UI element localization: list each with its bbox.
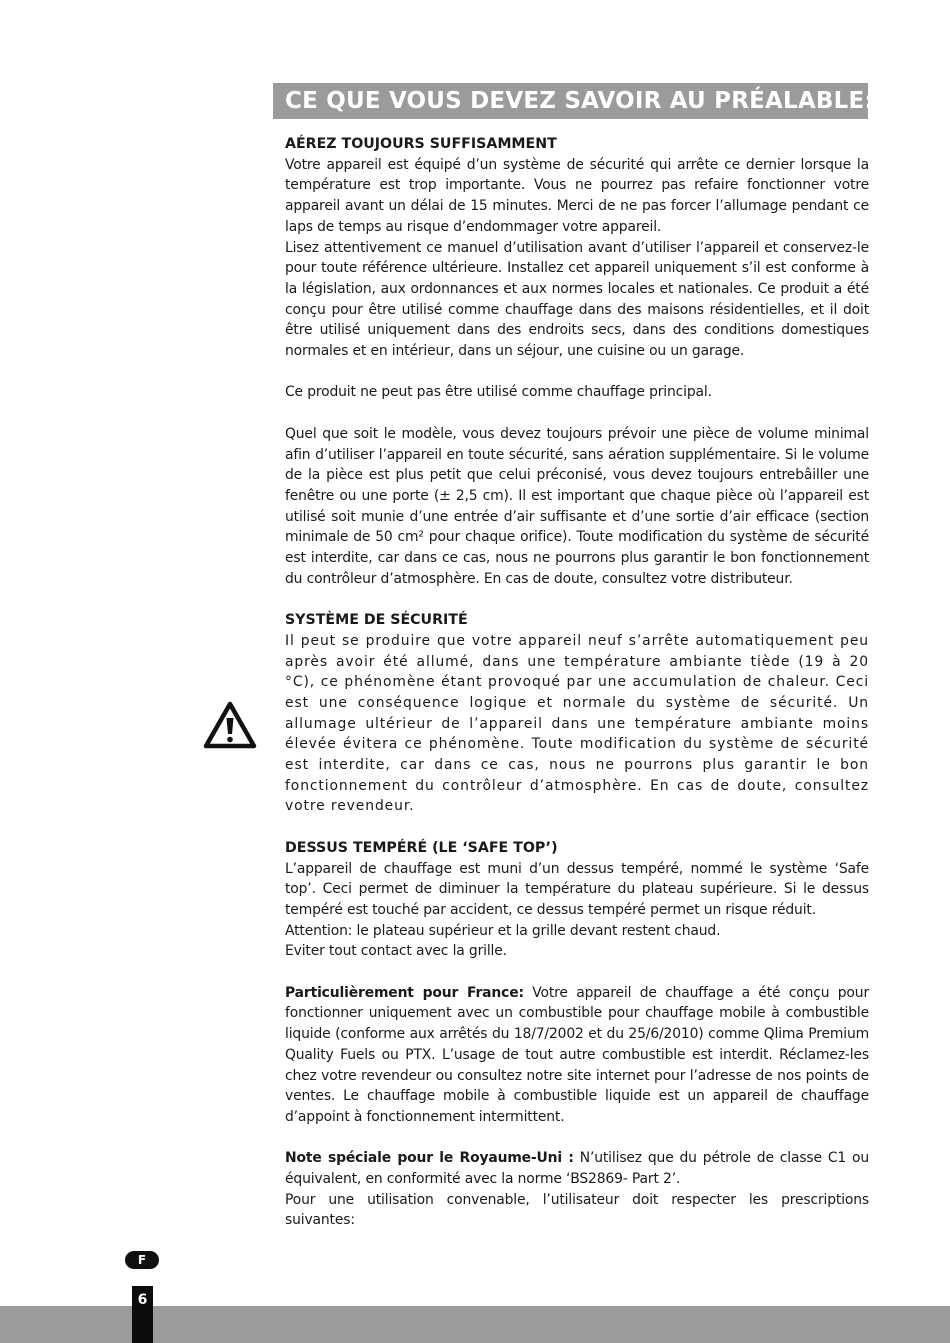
warning-triangle-icon [203, 701, 257, 749]
paragraph: Ce produit ne peut pas être utilisé comme chauffage principal. [285, 384, 712, 401]
paragraph: L’appareil de chauffage est muni d’un dessus tempéré, nommé le système ‘Safe top’. Ceci permet de diminuer la température du plateau supérieure. Si le dessus tempéré est touché par accident, ce dessus tempéré permet un risque réduit. [285, 860, 869, 918]
paragraph: Il peut se produire que votre appareil neuf s’arrête automatiquement peu après avoir été allumé, dans une température ambiante tiède (19 à 20 °C), ce phénomène étant provoqué par une accumulation de chaleur. Ceci est une conséquence logique et normale du système de sécurité. Un allumage ultérieur de l’appareil dans une température ambiante moins élevée évitera ce phénomène. Toute modification du système de sécurité est interdite, car dans ce cas, nous ne pourrons plus garantir le bon fonctionnement du contrôleur d’atmosphère. En cas de doute, consultez votre revendeur. [285, 632, 869, 815]
paragraph: Quel que soit le modèle, vous devez toujours prévoir une pièce de volume minimal afin d’utiliser l’appareil en toute sécurité, sans aération supplémentaire. Si le volume de la pièce est plus petit que celui préconisé, vous devez toujours entrebâiller une fenêtre ou une porte (± 2,5 cm). Il est important que chaque pièce où l’appareil est utilisé soit munie d’une entrée d’air suffisante et d’une sortie d’air efficace (section minimale de 50 cm² pour chaque orifice). Toute modification du système de sécurité est interdite, car dans ce cas, nous ne pourrons plus garantir le bon fonctionnement du contrôleur d’atmosphère. En cas de doute, consultez votre distributeur. [285, 425, 869, 587]
france-text: Votre appareil de chauffage a été conçu pour fonctionner uniquement avec un combustible pour chauffage mobile à combustible liquide (conforme aux arrêtés du 18/7/2002 et du 25/6/2010) comme Qlima Premium Quality Fuels ou PTX. L’usage de tout autre combustible est interdit. Réclamez-les chez votre revendeur ou consultez notre site internet pour l’adresse de nos points de ventes. Le chauffage mobile à combustible liquide est un appareil de chauffage d’appoint à fonctionnement intermittent. [285, 984, 869, 1125]
uk-label: Note spéciale pour le Royaume-Uni : [285, 1150, 574, 1167]
page-title: CE QUE VOUS DEVEZ SAVOIR AU PRÉALABLE: [273, 83, 868, 119]
paragraph: Attention: le plateau supérieur et la grille devant restent chaud. [285, 922, 721, 939]
main-content [285, 134, 869, 1231]
section-heading-safe-top: DESSUS TEMPÉRÉ (LE ‘SAFE TOP’) [285, 839, 558, 856]
uk-text: N’utilisez que du pétrole de classe C1 ou équivalent, en conformité avec la norme ‘BS2869- Part 2’. [285, 1150, 870, 1188]
page-number: 6 [132, 1286, 153, 1343]
paragraph: Eviter tout contact avec la grille. [285, 943, 507, 960]
paragraph-france [285, 983, 869, 1128]
section-heading-securite: SYSTÈME DE SÉCURITÉ [285, 612, 468, 629]
france-label: Particulièrement pour France: [285, 984, 524, 1001]
paragraph: Pour une utilisation convenable, l’utilisateur doit respecter les prescriptions suivantes: [285, 1191, 869, 1229]
paragraph: Votre appareil est équipé d’un système de sécurité qui arrête ce dernier lorsque la température est trop importante. Vous ne pourrez pas refaire fonctionner votre appareil avant un délai de 15 minutes. Merci de ne pas forcer l’allumage pendant ce laps de temps au risque d’endommager votre appareil. [285, 156, 869, 235]
paragraph: Lisez attentivement ce manuel d’utilisation avant d’utiliser l’appareil et conservez-le pour toute référence ultérieure. Installez cet appareil uniquement s’il est conforme à la législation, aux ordonnances et aux normes locales et nationales. Ce produit a été conçu pour être utilisé comme chauffage dans des maisons résidentielles, et il doit être utilisé uniquement dans des endroits secs, dans des conditions domestiques normales et en intérieur, dans un séjour, une cuisine ou un garage. [285, 239, 869, 360]
paragraph-uk [285, 1148, 869, 1189]
language-badge: F [125, 1251, 159, 1269]
section-heading-aerez: AÉREZ TOUJOURS SUFFISAMMENT [285, 136, 557, 152]
